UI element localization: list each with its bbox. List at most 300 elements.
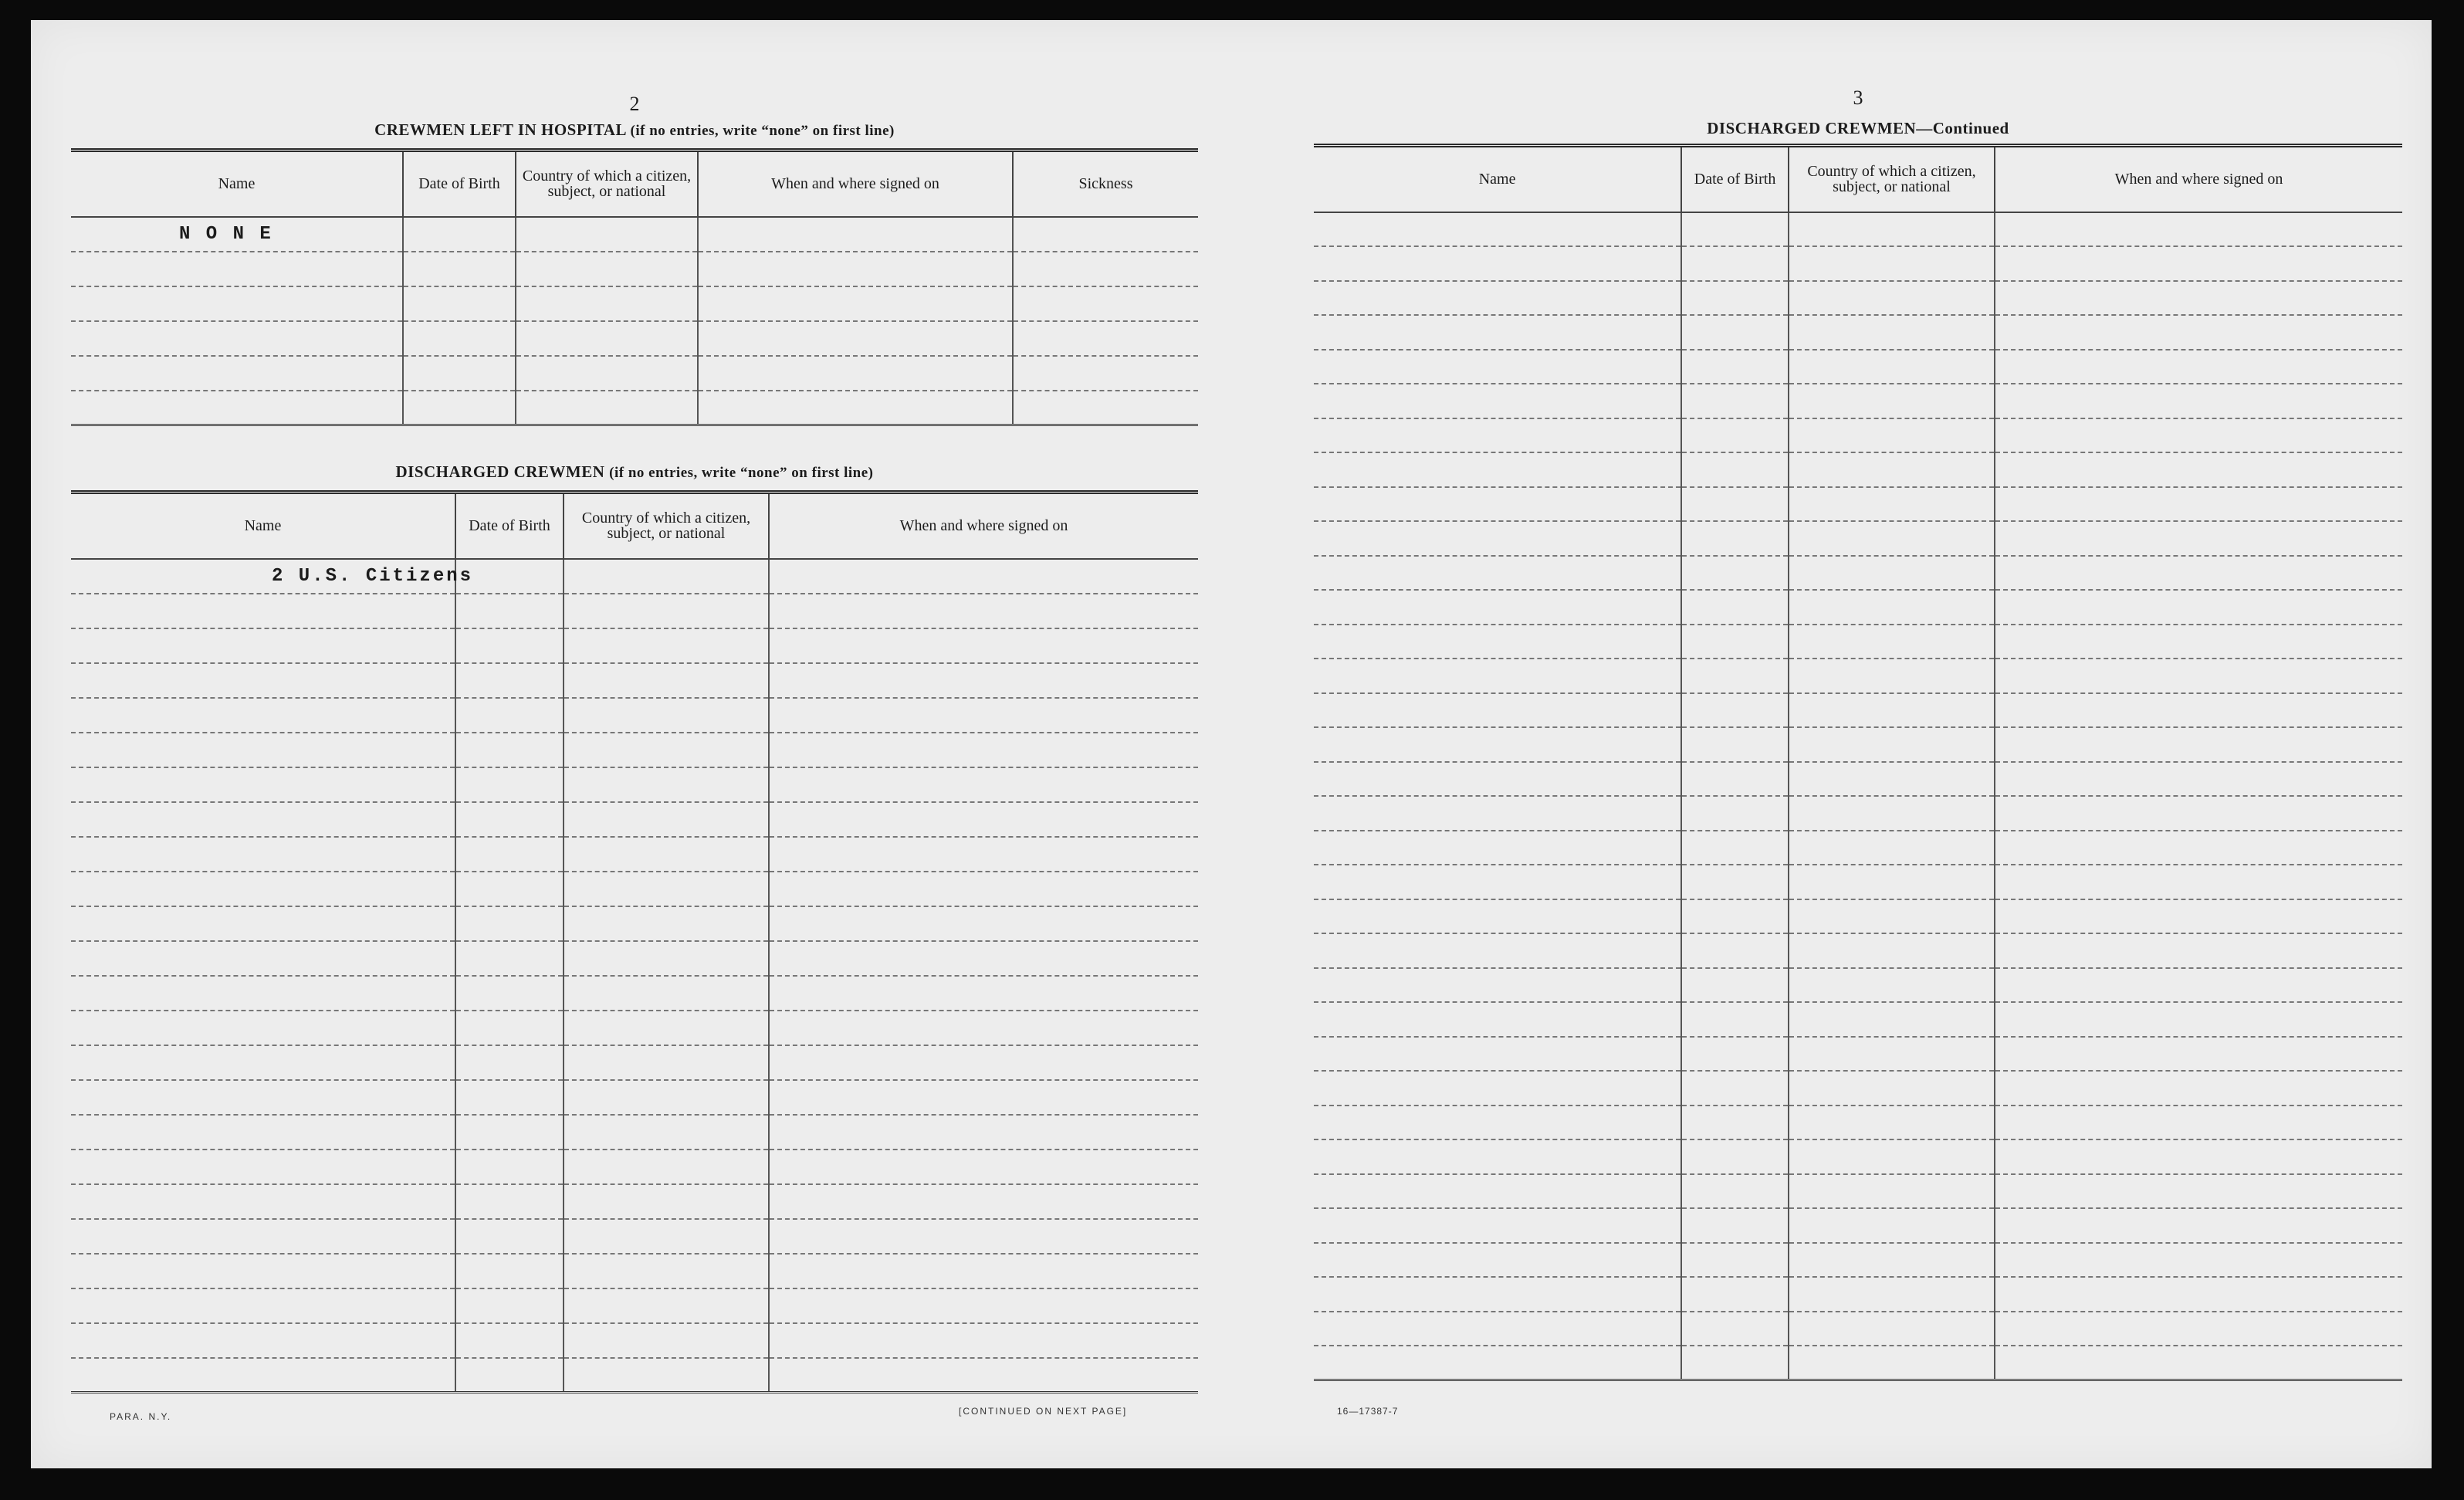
table-cell: [564, 1045, 769, 1080]
table-cell: [1995, 796, 2402, 831]
table-cell: [1789, 487, 1995, 522]
table-cell: [1681, 1071, 1789, 1106]
table-cell: [1681, 350, 1789, 384]
table-cell: [1789, 246, 1995, 281]
table-cell: [1681, 1139, 1789, 1174]
table-cell: [1314, 212, 1681, 247]
table-cell: [1681, 487, 1789, 522]
table-cell: [1681, 831, 1789, 865]
table-cell: [1995, 1174, 2402, 1209]
table-cell: [71, 559, 474, 594]
table-cell: [769, 1288, 1198, 1323]
table-cell: [564, 1288, 769, 1323]
table-cell: [769, 941, 1198, 976]
discharged-title-text: DISCHARGED CREWMEN: [395, 462, 605, 481]
table-cell: [455, 698, 564, 733]
table-cell: [1314, 899, 1681, 934]
table-row: [71, 1011, 1198, 1045]
table-cell: [1789, 727, 1995, 762]
table-cell: [1314, 1346, 1681, 1380]
table-cell: [564, 767, 769, 802]
table-cell: [1314, 556, 1681, 591]
table-row: [1314, 452, 2402, 487]
table-row: [1314, 625, 2402, 659]
table-row: [1314, 384, 2402, 418]
table-cell: [1314, 762, 1681, 797]
table-cell: [1013, 391, 1198, 425]
table-cell: [1314, 831, 1681, 865]
table-cell: [1995, 1002, 2402, 1037]
table-cell: [1789, 1277, 1995, 1312]
table-cell: [564, 1011, 769, 1045]
table-cell: [769, 559, 1198, 594]
col-country: Country of which a citizen, subject, or national: [1789, 146, 1995, 212]
table-cell: [1995, 246, 2402, 281]
table-row: [1314, 1139, 2402, 1174]
table-cell: [1789, 831, 1995, 865]
table-cell: [1681, 246, 1789, 281]
table-cell: [1789, 968, 1995, 1003]
table-cell: [71, 628, 455, 663]
table-cell: [769, 628, 1198, 663]
table-cell: [1013, 217, 1198, 252]
table-cell: [1314, 1037, 1681, 1072]
page-number: 3: [1853, 86, 1863, 109]
table-cell: [71, 391, 403, 425]
table-row: [71, 1150, 1198, 1184]
table-cell: [564, 906, 769, 941]
table-cell: [455, 1011, 564, 1045]
table-cell: [403, 286, 516, 321]
table-cell: [1314, 418, 1681, 453]
table-row: [1314, 899, 2402, 934]
table-cell: [1995, 831, 2402, 865]
table-cell: [1995, 315, 2402, 350]
table-cell: [1013, 321, 1198, 356]
table-cell: [455, 1150, 564, 1184]
table-cell: [1995, 384, 2402, 418]
table-cell: [1789, 1002, 1995, 1037]
table-cell: [769, 802, 1198, 837]
table-row: [71, 252, 1198, 286]
table-row: [71, 1219, 1198, 1254]
table-row: [71, 286, 1198, 321]
table-cell: [1995, 1346, 2402, 1380]
table-cell: [1314, 590, 1681, 625]
table-cell: [1314, 1277, 1681, 1312]
table-cell: [564, 559, 769, 594]
table-cell: [1681, 452, 1789, 487]
table-row: [1314, 281, 2402, 316]
table-cell: [564, 837, 769, 872]
table-cell: [769, 1115, 1198, 1150]
table-cell: [71, 1150, 455, 1184]
table-cell: [455, 1254, 564, 1288]
table-cell: [1789, 762, 1995, 797]
table-cell: [1789, 590, 1995, 625]
table-cell: [1789, 418, 1995, 453]
table-cell: [1314, 487, 1681, 522]
table-row: [1314, 418, 2402, 453]
table-cell: [455, 802, 564, 837]
table-cell: [1995, 933, 2402, 968]
table-cell: [1681, 1243, 1789, 1278]
table-cell: [1995, 487, 2402, 522]
table-cell: [564, 1080, 769, 1115]
table-row: [71, 594, 1198, 628]
table-cell: [769, 1184, 1198, 1219]
table-row: [1314, 659, 2402, 693]
table-cell: [1995, 1139, 2402, 1174]
table-cell: [71, 1045, 455, 1080]
table-cell: [71, 663, 455, 698]
col-signed-on: When and where signed on: [769, 493, 1198, 559]
table-cell: [1681, 1346, 1789, 1380]
table-cell: [769, 1011, 1198, 1045]
table-cell: [71, 1358, 455, 1393]
table-cell: [1314, 1174, 1681, 1209]
table-cell: [1995, 350, 2402, 384]
table-cell: [1995, 625, 2402, 659]
table-cell: [1789, 1139, 1995, 1174]
table-row: [71, 217, 1198, 252]
table-cell: [1789, 1037, 1995, 1072]
discharged-table: [71, 490, 1198, 1393]
table-cell: [698, 356, 1013, 391]
table-cell: [455, 1288, 564, 1323]
hospital-table: [71, 148, 1198, 426]
table-cell: [1681, 1174, 1789, 1209]
table-row: [1314, 762, 2402, 797]
table-row: [1314, 727, 2402, 762]
table-row: [1314, 521, 2402, 556]
table-cell: [1681, 1037, 1789, 1072]
table-cell: [455, 1323, 564, 1358]
table-row: [71, 391, 1198, 425]
table-cell: [1013, 252, 1198, 286]
table-row: [1314, 1071, 2402, 1106]
table-cell: [516, 252, 698, 286]
table-cell: [1995, 1243, 2402, 1278]
table-cell: [1789, 865, 1995, 899]
table-cell: [516, 356, 698, 391]
table-cell: [698, 217, 1013, 252]
table-cell: [516, 391, 698, 425]
table-row: [1314, 1208, 2402, 1243]
table-cell: [1995, 212, 2402, 247]
table-row: [1314, 590, 2402, 625]
table-cell: [1314, 796, 1681, 831]
table-row: [71, 1184, 1198, 1219]
table-cell: [1681, 1002, 1789, 1037]
page-number: 2: [629, 93, 640, 115]
table-cell: [1789, 521, 1995, 556]
table-cell: [71, 698, 455, 733]
table-row: [71, 837, 1198, 872]
table-cell: [1681, 865, 1789, 899]
table-row: [1314, 212, 2402, 247]
table-cell: [1314, 281, 1681, 316]
table-cell: [564, 698, 769, 733]
table-cell: [71, 1288, 455, 1323]
table-row: [71, 872, 1198, 906]
table-cell: [1681, 899, 1789, 934]
table-cell: [1995, 452, 2402, 487]
table-cell: [71, 252, 403, 286]
table-cell: [1681, 212, 1789, 247]
table-cell: [769, 1219, 1198, 1254]
table-cell: [1681, 384, 1789, 418]
table-row: [1314, 487, 2402, 522]
table-cell: [71, 767, 455, 802]
printer-mark: PARA. N.Y.: [110, 1411, 172, 1422]
table-cell: [564, 872, 769, 906]
table-cell: [698, 286, 1013, 321]
table-cell: [1314, 1002, 1681, 1037]
table-cell: [1314, 659, 1681, 693]
table-cell: [71, 976, 455, 1011]
table-cell: [1789, 212, 1995, 247]
table-cell: [1995, 281, 2402, 316]
table-cell: [455, 1184, 564, 1219]
table-cell: [698, 321, 1013, 356]
table-cell: [769, 1323, 1198, 1358]
table-cell: [564, 1358, 769, 1393]
table-cell: [1681, 1208, 1789, 1243]
table-cell: [564, 1254, 769, 1288]
table-cell: [1789, 899, 1995, 934]
table-cell: [71, 1080, 455, 1115]
discharged-continued-table: [1314, 144, 2402, 1381]
table-cell: [1995, 521, 2402, 556]
table-cell: [1995, 762, 2402, 797]
table-cell: [455, 628, 564, 663]
table-cell: [1789, 1071, 1995, 1106]
table-cell: [564, 802, 769, 837]
col-date-of-birth: Date of Birth: [1681, 146, 1789, 212]
table-cell: [1789, 281, 1995, 316]
table-row: [71, 941, 1198, 976]
table-cell: [1995, 693, 2402, 728]
discharged-section-title: [71, 462, 1198, 482]
col-name: Name: [71, 493, 455, 559]
typed-entry: N O N E: [179, 223, 273, 245]
table-cell: [71, 872, 455, 906]
table-row: [1314, 1037, 2402, 1072]
table-cell: [1995, 556, 2402, 591]
table-cell: [1013, 286, 1198, 321]
table-cell: [1789, 659, 1995, 693]
table-cell: [71, 1254, 455, 1288]
table-cell: [71, 1011, 455, 1045]
table-cell: [1995, 1312, 2402, 1346]
table-cell: [1789, 1312, 1995, 1346]
table-cell: [1314, 315, 1681, 350]
table-cell: [71, 594, 455, 628]
table-cell: [1995, 1277, 2402, 1312]
table-cell: [1314, 246, 1681, 281]
col-signed-on: When and where signed on: [698, 151, 1013, 217]
table-cell: [564, 733, 769, 767]
table-cell: [1314, 1071, 1681, 1106]
table-cell: [455, 767, 564, 802]
table-cell: [1681, 659, 1789, 693]
table-cell: [1681, 521, 1789, 556]
table-cell: [769, 837, 1198, 872]
table-cell: [1314, 521, 1681, 556]
table-cell: [455, 733, 564, 767]
table-row: [1314, 1277, 2402, 1312]
table-cell: [71, 286, 403, 321]
table-row: [71, 1358, 1198, 1393]
table-row: [71, 559, 1198, 594]
table-cell: [71, 733, 455, 767]
table-row: [1314, 968, 2402, 1003]
table-cell: [769, 1254, 1198, 1288]
table-cell: [564, 1115, 769, 1150]
table-cell: [1789, 933, 1995, 968]
table-cell: [564, 1323, 769, 1358]
table-row: [1314, 1106, 2402, 1140]
table-row: [71, 698, 1198, 733]
table-cell: [455, 976, 564, 1011]
table-cell: [71, 1184, 455, 1219]
table-cell: [1681, 1312, 1789, 1346]
table-cell: [71, 356, 403, 391]
col-sickness: Sickness: [1013, 151, 1198, 217]
table-cell: [1789, 693, 1995, 728]
table-cell: [1314, 727, 1681, 762]
col-name: Name: [71, 151, 403, 217]
table-cell: [71, 802, 455, 837]
table-cell: [1681, 727, 1789, 762]
table-cell: [1314, 1139, 1681, 1174]
table-cell: [403, 356, 516, 391]
table-cell: [564, 1184, 769, 1219]
table-cell: [769, 733, 1198, 767]
table-row: [71, 1254, 1198, 1288]
table-cell: [769, 872, 1198, 906]
table-cell: [71, 1323, 455, 1358]
table-cell: [71, 941, 455, 976]
table-cell: [1314, 933, 1681, 968]
table-cell: [1314, 350, 1681, 384]
table-cell: [516, 321, 698, 356]
table-cell: [769, 906, 1198, 941]
table-row: [1314, 831, 2402, 865]
table-cell: [769, 698, 1198, 733]
table-row: [71, 733, 1198, 767]
table-cell: [564, 1219, 769, 1254]
table-cell: [71, 217, 403, 252]
table-cell: [698, 391, 1013, 425]
table-row: [1314, 246, 2402, 281]
table-cell: [564, 976, 769, 1011]
table-cell: [1314, 1208, 1681, 1243]
hospital-section-title: [71, 120, 1198, 140]
table-row: [71, 1115, 1198, 1150]
table-cell: [1789, 625, 1995, 659]
table-row: [1314, 1002, 2402, 1037]
table-cell: [455, 1358, 564, 1393]
table-cell: [1681, 281, 1789, 316]
table-cell: [1789, 1243, 1995, 1278]
table-row: [71, 767, 1198, 802]
table-cell: [564, 594, 769, 628]
table-cell: [71, 906, 455, 941]
table-cell: [455, 872, 564, 906]
typed-entry: 2 U.S. Citizens: [272, 565, 474, 587]
table-cell: [71, 1219, 455, 1254]
table-row: [71, 976, 1198, 1011]
table-row: [71, 1288, 1198, 1323]
table-cell: [455, 941, 564, 976]
table-cell: [1681, 933, 1789, 968]
table-cell: [455, 906, 564, 941]
table-cell: [455, 594, 564, 628]
table-row: [1314, 933, 2402, 968]
table-cell: [1681, 556, 1789, 591]
document-sheet: [31, 20, 2432, 1468]
table-cell: [455, 1045, 564, 1080]
table-cell: [564, 941, 769, 976]
table-cell: [1314, 384, 1681, 418]
table-cell: [1995, 727, 2402, 762]
table-row: [71, 906, 1198, 941]
table-cell: [1681, 1106, 1789, 1140]
table-cell: [769, 1080, 1198, 1115]
table-cell: [1995, 1037, 2402, 1072]
table-cell: [1995, 418, 2402, 453]
table-cell: [455, 837, 564, 872]
table-cell: [455, 663, 564, 698]
table-cell: [1789, 1208, 1995, 1243]
table-cell: [71, 837, 455, 872]
table-cell: [403, 217, 516, 252]
col-name: Name: [1314, 146, 1681, 212]
table-cell: [698, 252, 1013, 286]
table-cell: [1789, 452, 1995, 487]
table-cell: [1314, 968, 1681, 1003]
table-cell: [71, 321, 403, 356]
table-cell: [769, 1150, 1198, 1184]
col-date-of-birth: Date of Birth: [403, 151, 516, 217]
col-signed-on: When and where signed on: [1995, 146, 2402, 212]
table-cell: [1681, 796, 1789, 831]
table-cell: [564, 1150, 769, 1184]
table-cell: [1789, 1346, 1995, 1380]
table-cell: [1789, 350, 1995, 384]
table-cell: [1789, 1174, 1995, 1209]
table-cell: [1681, 315, 1789, 350]
table-cell: [1314, 625, 1681, 659]
table-cell: [1681, 590, 1789, 625]
table-cell: [516, 286, 698, 321]
table-cell: [455, 1115, 564, 1150]
table-cell: [71, 1115, 455, 1150]
table-cell: [769, 976, 1198, 1011]
table-cell: [769, 663, 1198, 698]
table-cell: [1995, 1208, 2402, 1243]
table-row: [1314, 556, 2402, 591]
table-cell: [1995, 968, 2402, 1003]
table-row: [71, 1080, 1198, 1115]
table-row: [1314, 1174, 2402, 1209]
col-country: Country of which a citizen, subject, or national: [564, 493, 769, 559]
table-cell: [1789, 796, 1995, 831]
hospital-title-text: CREWMEN LEFT IN HOSPITAL: [374, 120, 626, 139]
table-row: [71, 1045, 1198, 1080]
